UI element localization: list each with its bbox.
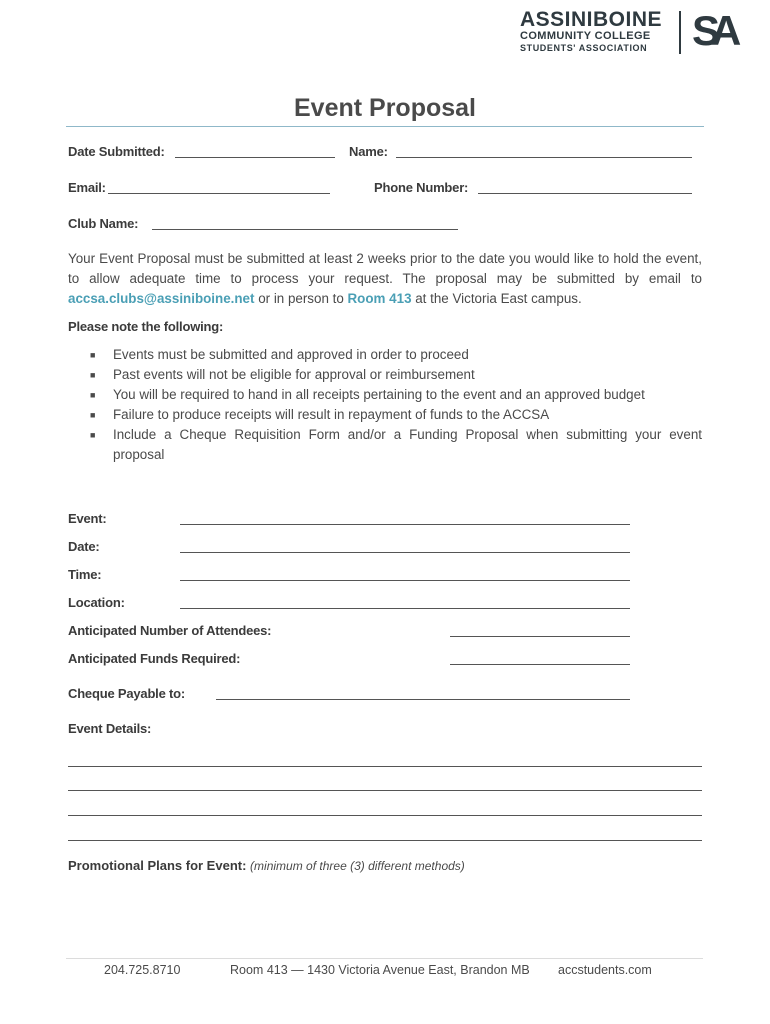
logo-wordmark-line3: STUDENTS' ASSOCIATION [520, 43, 648, 53]
phone-label: Phone Number: [374, 180, 469, 195]
date-label: Date: [68, 539, 100, 554]
intro-text-3: at the Victoria East campus. [411, 291, 582, 306]
email-label: Email: [68, 180, 106, 195]
event-details-line-1[interactable] [68, 766, 702, 767]
bullet-icon: ■ [90, 430, 96, 440]
bullet-icon: ■ [90, 370, 96, 380]
list-item [68, 385, 702, 405]
event-details-line-3[interactable] [68, 815, 702, 816]
footer-website[interactable]: accstudents.com [558, 963, 652, 977]
attendees-label: Anticipated Number of Attendees: [68, 623, 272, 638]
email-field[interactable] [108, 193, 330, 194]
note-text: Events must be submitted and approved in order to proceed [113, 347, 469, 362]
event-details-line-4[interactable] [68, 840, 702, 841]
intro-text-2: or in person to [254, 291, 348, 306]
note-text: Failure to produce receipts will result in repayment of funds to the ACCSA [113, 407, 550, 422]
footer-phone: 204.725.8710 [104, 963, 181, 977]
list-item [68, 425, 702, 465]
title-rule [66, 126, 704, 127]
name-field[interactable] [396, 157, 692, 158]
note-text: You will be required to hand in all receipts pertaining to the event and an approved budget [113, 387, 645, 402]
club-name-field[interactable] [152, 229, 458, 230]
list-item [68, 365, 702, 385]
attendees-field[interactable] [450, 636, 630, 637]
bullet-icon: ■ [90, 410, 96, 420]
promo-label: Promotional Plans for Event: [68, 858, 247, 873]
note-text: Include a Cheque Requisition Form and/or a Funding Proposal when submitting your event proposal [113, 427, 702, 462]
list-item [68, 345, 702, 365]
time-label: Time: [68, 567, 102, 582]
logo-wordmark-line2: COMMUNITY COLLEGE [520, 30, 651, 42]
intro-paragraph [68, 249, 702, 309]
date-submitted-field[interactable] [175, 157, 335, 158]
note-text: Past events will not be eligible for approval or reimbursement [113, 367, 475, 382]
location-field[interactable] [180, 608, 630, 609]
logo-mark: SA [692, 7, 733, 54]
bullet-icon: ■ [90, 350, 96, 360]
email-link[interactable]: accsa.clubs@assiniboine.net [68, 291, 255, 306]
cheque-field[interactable] [216, 699, 630, 700]
promo-note: (minimum of three (3) different methods) [250, 859, 465, 873]
date-submitted-label: Date Submitted: [68, 144, 165, 159]
cheque-label: Cheque Payable to: [68, 686, 186, 701]
date-field[interactable] [180, 552, 630, 553]
logo-divider [679, 11, 681, 54]
name-label: Name: [349, 144, 388, 159]
list-item [68, 405, 702, 425]
bullet-icon: ■ [90, 390, 96, 400]
location-label: Location: [68, 595, 125, 610]
event-field[interactable] [180, 524, 630, 525]
logo-wordmark-line1: ASSINIBOINE [520, 8, 663, 31]
funds-label: Anticipated Funds Required: [68, 651, 241, 666]
footer-address: Room 413 — 1430 Victoria Avenue East, Brandon MB [230, 963, 530, 977]
room-link: Room 413 [347, 291, 412, 306]
club-name-label: Club Name: [68, 216, 139, 231]
promo-heading [68, 858, 465, 873]
page-title: Event Proposal [294, 94, 476, 122]
time-field[interactable] [180, 580, 630, 581]
event-details-line-2[interactable] [68, 790, 702, 791]
funds-field[interactable] [450, 664, 630, 665]
event-label: Event: [68, 511, 107, 526]
event-details-label: Event Details: [68, 721, 152, 736]
footer-rule [66, 958, 703, 959]
notes-list [68, 345, 702, 465]
intro-text-1: Your Event Proposal must be submitted at least 2 weeks prior to the date you would like to hold the event, to allow adequate time to process your request. The proposal may be submitted by email to [68, 251, 702, 286]
phone-field[interactable] [478, 193, 692, 194]
notes-heading: Please note the following: [68, 319, 224, 334]
